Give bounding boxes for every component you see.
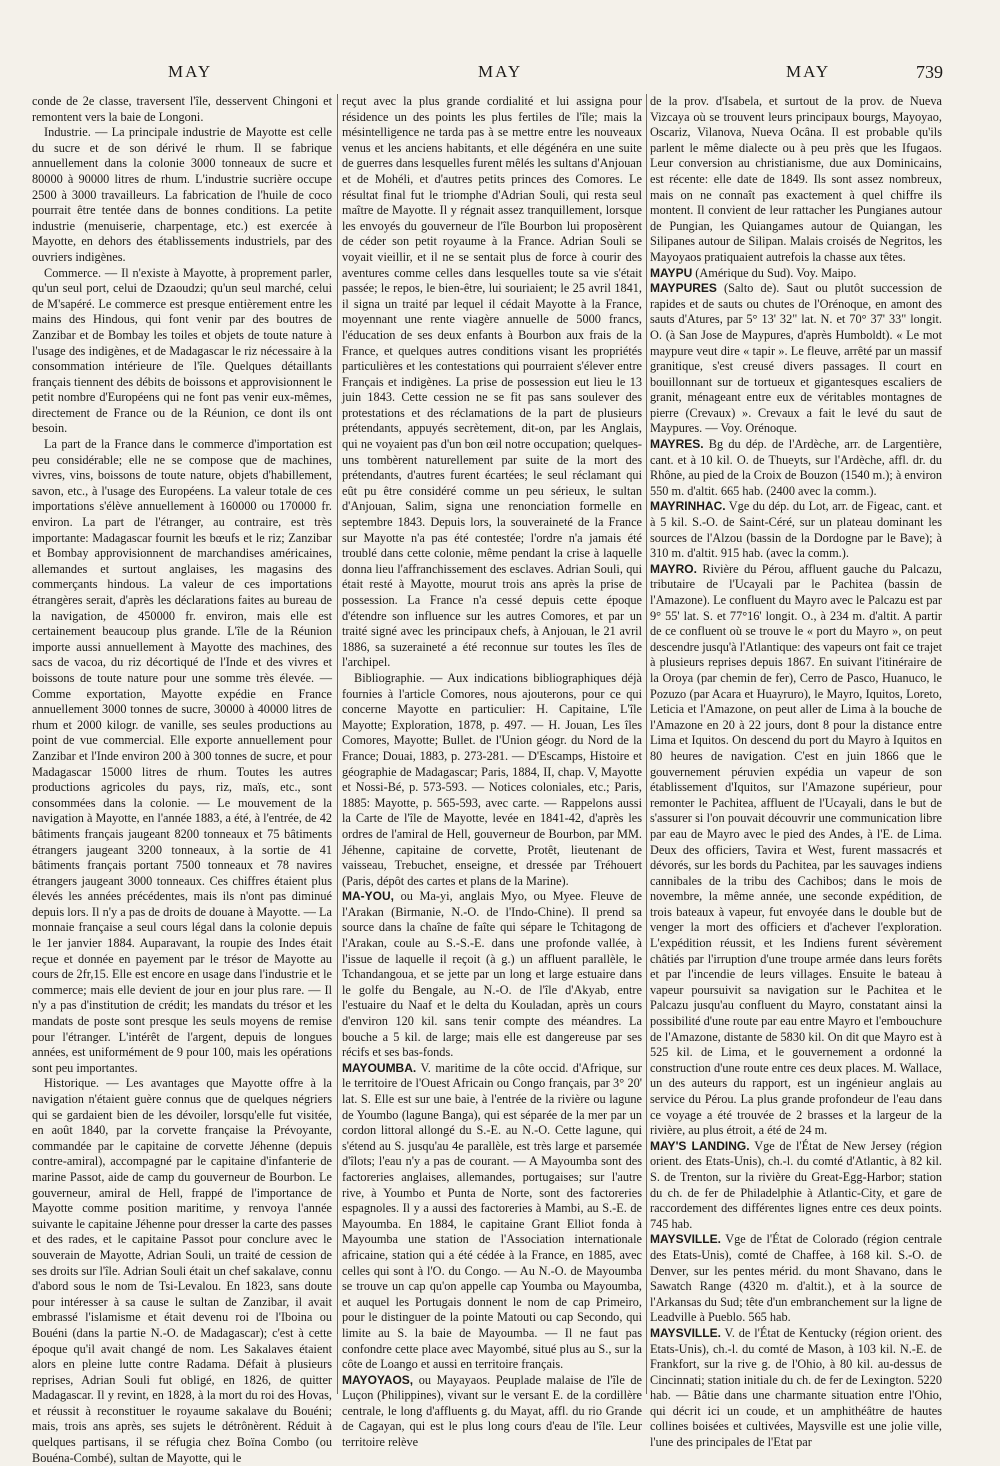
article-paragraph [650, 499, 942, 561]
entry-text: Vge de l'État de New Jersey (région orient. des Etats-Unis), ch.-l. du comté d'Atlantic, à 82 kil. S. de Trenton, sur la rivière du Great-Egg-Harbor; station du ch. de fer de Philadelphie à Atlantic-City, et gare de raccordement des différentes lignes entre ces deux points. 745 hab. [650, 1138, 942, 1231]
entry-text: V. de l'État de Kentucky (région orient. des Etats-Unis), ch.-l. du comté de Mason, à 103 kil. N.-E. de Frankfort, sur la rive g. de l'Ohio, à 80 kil. au-dessus de Cincinnati; station initiale du ch. de fer de Lexington. 5220 hab. — Bâtie dans une charmante situation entre l'Ohio, qui décrit ici un coude, et un amphithéâtre de hautes collines boisées et cultivées, Maysville est une jolie ville, l'une des principales de l'Etat par [650, 1325, 942, 1450]
entry-headword: MAYOYAOS, [342, 1372, 414, 1387]
running-header [0, 62, 1000, 88]
entry-text: Historique. — Les avantages que Mayotte offre à la navigation n'étaient guère connus que de quelques négriers qui se gardaient bien de les dévoiler, lorsqu'elle fut visitée, en août 1840, par la corvette française la Prévoyante, commandée par le capitaine de corvette Jéhenne (depuis contre-amiral), accompagné par le capitaine d'infanterie de marine Passot, aide de camp du gouverneur de Bourbon. Le gouverneur, amiral de Hell, frappé de l'importance de Mayotte comme position maritime, y renvoya l'année suivante le capitaine Jéhenne pour dresser la carte des passes et des rades, et le capitaine Passot pour conclure avec le souverain de Mayotte, Adrian Souli, un traité de cession de ses droits sur l'île. Adrian Souli était un chef sakalave, connu d'abord sous le nom de Tsi-Levalou. En 1823, sans doute pour intéresser à sa cause le sultan de Zanzibar, il avait embrassé l'islamisme et était devenu roi de l'Iboina ou Bouéni (dans la partie N.-O. de Madagascar); c'est à cette époque qu'il avait changé de nom. Les Sakalaves étaient alors en pleine lutte contre Radama. Défait à plusieurs reprises, Adrian Souli fut obligé, en 1826, de quitter Madagascar. Il y revint, en 1828, à la mort du roi des Hovas, et réussit à reconstituer le royaume sakalave du Bouéni; mais, trois ans après, ses sujets le détrônèrent. Réduit à quelques partisans, il se réfugia chez Boïna Combo (ou Bouéna-Combé), sultan de Mayotte, qui le [32, 1076, 332, 1465]
article-paragraph [650, 1139, 942, 1233]
article-paragraph [342, 94, 642, 671]
running-head-left: MAY [168, 62, 213, 81]
entry-text: Vge du dép. du Lot, arr. de Figeac, cant. et à 5 kil. S.-O. de Saint-Céré, sur un plateau dominant les sources de l'Alzou (bassin de la Dordogne par le Bave); à 310 m. d'altit. 915 hab. (avec la comm.). [650, 499, 942, 561]
column-rule [337, 94, 338, 1394]
article-paragraph [650, 94, 942, 266]
article-paragraph [32, 94, 332, 125]
entry-text: ou Mayayaos. Peuplade malaise de l'île de Luçon (Philippines), vivant sur le versant E. de la cordillère centrale, le long d'affluents g. du Mayat, affl. du rio Grande de Cagayan, qui est le plus long cours d'eau de l'île. Leur territoire relève [342, 1372, 642, 1450]
entry-headword: MAYPU [650, 265, 693, 280]
entry-headword: MAYOUMBA. [342, 1060, 417, 1075]
entry-text: Bibliographie. — Aux indications bibliographiques déjà fournies à l'article Comores, nous ajouterons, pour ce qui concerne Mayotte en particulier: H. Capitaine, L'île Mayotte; Exploration, 1878, p. 497. — H. Jouan, Les îles Comores, Mayotte; Bullet. de l'Union géogr. du Nord de la France; Douai, 1883, p. 273-281. — D'Escamps, Histoire et géographie de Madagascar; Paris, 1884, II, chap. V, Mayotte et Nossi-Bé, p. 573-593. — Notices coloniales, etc.; Paris, 1885: Mayotte, p. 565-593, avec carte. — Rappelons aussi la Carte de l'île de Mayotte, levée en 1841-42, d'après les ordres de l'amiral de Hell, gouverneur de Bourbon, par MM. Jéhenne, capitaine de corvette, Protêt, lieutenant de vaisseau, Trebuchet, enseigne, et dressée par Tréhouert (Paris, dépôt des cartes et plans de la Marine). [342, 670, 642, 888]
running-head-center: MAY [478, 62, 523, 81]
entry-text: Vge de l'État de Colorado (région centrale des Etats-Unis), comté de Chaffee, à 168 kil. S.-O. de Denver, sur les pentes mérid. du mont Shavano, dans le Sawatch Range (4320 m. d'altit.), et à la source de l'Arkansas du Sud; tête d'un embranchement sur la ligne de Leadville à Pueblo. 565 hab. [650, 1232, 942, 1325]
entry-headword: MA-YOU, [342, 889, 394, 904]
entry-text: (Salto de). Saut ou plutôt succession de rapides et de sauts ou chutes de l'Orénoque, en amont des sauts d'Atures, par 5° 13' 32" lat. N. et 70° 37' 33" longit. O. (à San Jose de Maypures, d'après Humboldt). « Le mot maypure veut dire « tapir ». Le fleuve, arrêté par un massif granitique, s'est creusé divers passages. Il court en bouillonnant sur de tortueux et gigantesques escaliers de granit, ménageant entre eux de véritables montagnes de pierre (Crevaux) ». Crevaux a fait le levé du saut de Maypures. — Voy. Orénoque. [650, 281, 942, 436]
article-paragraph [342, 889, 642, 1061]
article-paragraph [650, 1326, 942, 1451]
entry-text: V. maritime de la côte occid. d'Afrique, sur le territoire de l'Ouest Africain ou Congo français, par 3° 20' lat. S. Elle est sur une baie, à l'entrée de la rivière ou lagune de Youmbo (lagune Banga), qui est séparée de la mer par un cordon littoral allongé du S.-E. au N.-O. Cette lagune, qui s'étend au S. jusqu'au 4e parallèle, est très large et parsemée d'îlots; l'eau n'y a pas de courant. — A Mayoumba sont des factoreries anglaises, allemandes, portugaises; sur l'autre rive, à Youmbo et Punta de Norte, sont des factoreries espagnoles. Il y a aussi des factoreries à Mambi, au S.-E. de Mayoumba. En 1884, le capitaine Grant Elliot fonda à Mayoumba une station de l'Association internationale africaine, station qui a été cédée à la France, en 1885, avec celles qui sont à l'O. du Congo. — Au N.-O. de Mayoumba se trouve un cap qu'on appelle cap Youmba ou Mayoumba, et auquel les Portugais donnent le nom de cap Primeiro, pour le distinguer de la pointe Matouti ou cap Secondo, qui limite au S. la baie de Mayoumba. — Il ne faut pas confondre cette place avec Mayombé, situé plus au S., sur la côte de Loango et aussi en territoire français. [342, 1060, 642, 1372]
entry-text: conde de 2e classe, traversent l'île, desservent Chingoni et remontent vers la baie de Longoni. [32, 94, 332, 124]
text-column-2 [342, 94, 642, 1450]
article-paragraph [650, 1232, 942, 1326]
entry-text: reçut avec la plus grande cordialité et lui assigna pour résidence un des points les plus fertiles de l'île; mais la mésintelligence ne tarda pas à se mettre entre les nouveaux venus et les anciens habitants, et elle dégénéra en une suite de guerres dans lesquelles furent mêlés les sultans d'Anjouan et de Mohéli, et d'autres petits princes des Comores. Le résultat final fut le triomphe d'Adrian Souli, qui resta seul maître de Mayotte. Il y régnait assez tranquillement, lorsque les envoyés du gouverneur de l'île Bourbon lui proposèrent de céder son petit royaume à la France. Adrian Souli se voyait vieillir, et il ne se sentait plus de force à courir des aventures comme celles dans lesquelles toute sa vie s'était passée; le repos, le bien-être, lui souriaient; le 25 avril 1841, il signa un traité par lequel il cédait Mayotte à la France, moyennant une rente viagère annuelle de 5000 francs, l'éducation de ses deux enfants à Bourbon aux frais de la France, et quelques autres conditions visant les propriétés particulières et les contestations qui pourraient s'élever entre Français et indigènes. La prise de possession eut lieu le 13 juin 1843. Cette cession ne se fit pas sans soulever des protestations et des réclamations de la part de plusieurs prétendants, appuyés secrètement, dit-on, par les Anglais, qui ne voyaient pas d'un bon œil notre occupation; quelques-uns tombèrent naturellement par suite de la mort des prétendants, d'autres furent écartées; le seul réclamant qui eût pu être considéré comme un peu sérieux, le sultan d'Anjouan, Salim, signa une renonciation formelle en septembre 1843. Depuis lors, la souveraineté de la France sur Mayotte n'a pas été contestée; l'ordre n'a jamais été troublé dans cette colonie, même pendant la crise à laquelle donna lieu l'affranchissement des esclaves. Adrian Souli, qui était resté à Mayotte, mourut trois ans après la prise de possession. La France n'a cessé depuis cette époque d'étendre son influence sur les autres Comores, et par un traité signé avec les principaux chefs, à Anjouan, le 21 avril 1886, sa suzeraineté a été reconnue sur toutes les îles de l'archipel. [342, 94, 642, 670]
article-paragraph [650, 266, 942, 282]
entry-headword: MAYPURES [650, 281, 717, 296]
article-paragraph [32, 437, 332, 1076]
text-column-3 [650, 94, 942, 1450]
entry-headword: MAYRO. [650, 561, 697, 576]
column-rule [646, 94, 647, 1394]
entry-text: Bg du dép. de l'Ardèche, arr. de Largentière, cant. et à 10 kil. O. de Thueyts, sur l'Ardèche, affl. dr. du Rhône, au pied de la Croix de Bouzon (1540 m.); à environ 550 m. d'altit. 665 hab. (2400 avec la comm.). [650, 437, 942, 498]
page-number: 739 [916, 62, 943, 82]
entry-text: Industrie. — La principale industrie de Mayotte est celle du sucre et de son dérivé le rhum. Il se fabrique annuellement dans la colonie 3000 tonneaux de sucre et 80000 à 90000 litres de rhum. L'industrie sucrière occupe 2500 à 3000 travailleurs. La fabrication de l'huile de coco pourrait être tentée dans de bonnes conditions. La petite industrie (menuiserie, charpentage, etc.) est exercée à Mayotte, en dehors des établissements industriels, par des ouvriers indigènes. [32, 125, 332, 264]
article-paragraph [342, 671, 642, 889]
entry-headword: MAYSVILLE. [650, 1325, 721, 1340]
article-paragraph [342, 1373, 642, 1451]
entry-text: Rivière du Pérou, affluent gauche du Palcazu, tributaire de l'Ucayali par le Pachitea (bassin de l'Amazone). Le confluent du Mayro avec le Palcazu est par 9° 55' lat. S. et 77°16' longit. O., à 234 m. d'altit. A partir de ce confluent où se trouve le « port du Mayro », on peut descendre jusqu'à l'Atlantique: des vapeurs ont fait ce trajet à plusieurs reprises depuis 1867. En suivant l'itinéraire de la Oroya (par chemin de fer), Cerro de Pasco, Huanuco, le Pozuzo (par Acara et Huayruro), le Mayro, Iquitos, Loreto, Leticia et l'Amazone, on peut aller de Lima à la bouche de l'Amazone en 20 à 22 jours, dont 8 pour la distance entre Lima et Iquitos. On descend du port du Mayro à Iquitos en 80 heures de navigation. C'est en juin 1866 que le gouvernement péruvien expédia un vapeur de son établissement d'Iquitos, sur l'Amazone supérieur, pour remonter le Pachitea, affluent de l'Ucayali, dans le but de s'assurer si l'on pouvait découvrir une communication libre par eau de Mayro avec le pied des Andes, à l'E. de Lima. Deux des officiers, Tavira et West, furent massacrés et dévorés, sur les bords du Pachitea, par les sauvages indiens cannibales de la tribu des Cachibos; dans le mois de novembre, la même année, une seconde expédition, de trois bateaux à vapeur, fut envoyée dans le double but de venger la mort des officiers et d'achever l'exploration. L'expédition réussit, et les Indiens furent sévèrement châtiés par l'irruption d'une troupe armée dans leurs forêts et par l'incendie de leurs villages. Ensuite le bateau à vapeur poursuivit sa navigation sur le Pachitea et le Palcazu jusqu'au confluent du Mayro, constatant ainsi la possibilité d'une route par eau entre Mayro et l'embouchure de l'Amazone, distante de 5830 kil. On dit que Mayro est à 525 kil. de Lima, et le gouvernement a ordonné la construction d'une route entre ces deux places. M. Wallace, un des auteurs du rapport, est un ingénieur anglais au service du Pérou. La plus grande profondeur de l'eau dans ce voyage a été trouvée de 2 brasses et la largeur de la rivière, au plus étroit, a été de 24 m. [650, 561, 942, 1138]
text-column-1 [32, 94, 332, 1465]
entry-headword: MAY'S LANDING. [650, 1138, 750, 1153]
article-paragraph [650, 281, 942, 437]
article-paragraph [32, 1076, 332, 1466]
entry-text: de la prov. d'Isabela, et surtout de la prov. de Nueva Vizcaya où se trouvent leurs principaux bourgs, Mayoyao, Oscariz, Vilanova, Nueva Ocâna. Il est probable qu'ils parlent le même dialecte ou à peu près que les Ifugaos. Leur conversion au christianisme, due aux Dominicains, est récente: elle date de 1849. Ils sont assez nombreux, mais on ne connaît pas exactement à quel chiffre ils montent. Il convient de leur rattacher les Pungianes autour de Pungian, les Quiangames autour de Quiangan, les Silipanes autour de Silipan. Malais croisés de Negritos, les Mayoyaos pratiquaient autrefois la chasse aux têtes. [650, 94, 942, 264]
article-paragraph [32, 125, 332, 265]
entry-headword: MAYSVILLE. [650, 1232, 721, 1247]
article-paragraph [32, 266, 332, 438]
entry-text: ou Ma-yi, anglais Myo, ou Myee. Fleuve de l'Arakan (Birmanie, N.-O. de l'Indo-Chine). Il prend sa source dans la chaîne de faîte qui sépare le Tchitagong de l'Arakan, coule au S.-S.-E. dans une profonde vallée, à l'issue de laquelle il reçoit (à g.) un affluent parallèle, le Tchandangoua, et se jette par un long et large estuaire dans le golfe du Bengale, au N.-O. de l'île d'Akyab, entre l'estuaire du Naaf et le delta du Kouladan, après un cours d'environ 120 kil. sans tenir compte des méandres. La bouche a 5 kil. de large; mais elle est dangereuse par ses récifs et ses bas-fonds. [342, 889, 642, 1060]
entry-text: (Amérique du Sud). Voy. Maipo. [692, 265, 857, 280]
entry-text: Commerce. — Il n'existe à Mayotte, à proprement parler, qu'un seul port, celui de Dzaoudzi; qu'un seul marché, celui de M'sapéré. Le commerce est presque entièrement entre les mains des Hindous, qui font venir par des boutres de Zanzibar et de Bombay les toiles et objets de toute nature à l'usage des indigènes, et de Madagascar le riz nécessaire à la consommation intérieure de l'île. Quelques détaillants français tiennent des débits de boissons et approvisionnent le petit nombre d'Européens qui ne font pas venir eux-mêmes, directement de France ou de la Réunion, ce dont ils ont besoin. [32, 265, 332, 436]
article-paragraph [650, 437, 942, 499]
article-paragraph [650, 562, 942, 1139]
entry-headword: MAYRES. [650, 437, 704, 452]
entry-headword: MAYRINHAC. [650, 499, 726, 514]
entry-text: La part de la France dans le commerce d'importation est peu considérable; elle ne se compose que de machines, vivres, vins, boissons de toute nature, objets d'habillement, savon, etc., à l'usage des Européens. La valeur totale de ces importations s'élève annuellement à 160000 ou 170000 fr. environ. La part de l'étranger, au contraire, est très importante: Madagascar fournit les bœufs et le riz; Zanzibar et Bombay approvisionnent de marchandises américaines, allemandes et surtout anglaises, les magasins des commerçants hindous. La valeur de ces importations étrangères serait, d'après les déclarations faites au bureau de la navigation, de 450000 fr. environ, mais elle est certainement beaucoup plus grande. L'île de la Réunion importe aussi annuellement à Mayotte des machines, des sacs de vacoa, du riz décortiqué de l'Inde et des vivres et boissons de toute nature pour une somme très élevée. — Comme exportation, Mayotte expédie en France annuellement 3000 tonnes de sucre, 30000 à 40000 litres de rhum et 2000 kilogr. de vanille, ses seules productions au point de vue commercial. Elle exporte annuellement pour Zanzibar et l'Inde environ 200 à 300 tonnes de sucre, et pour Madagascar 15000 litres de rhum. Toutes les autres productions agricoles du pays, riz, maïs, etc., sont consommées dans la colonie. — Le mouvement de la navigation à Mayotte, en l'année 1883, a été, à l'entrée, de 42 bâtiments français jaugeant 8200 tonneaux et 75 bâtiments étrangers jaugeant 3200 tonneaux, à la sortie de 41 bâtiments français portant 7500 tonneaux et 78 navires étrangers jaugeant 3000 tonneaux. Ces chiffres étaient plus élevés les années précédentes, mais ils n'ont pas diminué depuis lors. Il n'y a pas de droits de douane à Mayotte. — La monnaie française a seul cours légal dans la colonie depuis le 1er janvier 1884. Auparavant, la roupie des Indes était reçue et donnée en payement par le trésor de Mayotte au cours de 2fr,15. Elle est encore en usage dans l'industrie et le commerce; mais elle devient de jour en jour plus rare. — Il n'y a pas d'institution de crédit; les mandats du trésor et les mandats de poste sont presque les seuls moyens de remise pour l'étranger. L'intérêt de l'argent, depuis de longues années, est uniformément de 9 pour 100, mais les opérations sont peu importantes. [32, 437, 332, 1075]
running-head-right: MAY [786, 62, 831, 81]
article-paragraph [342, 1061, 642, 1373]
